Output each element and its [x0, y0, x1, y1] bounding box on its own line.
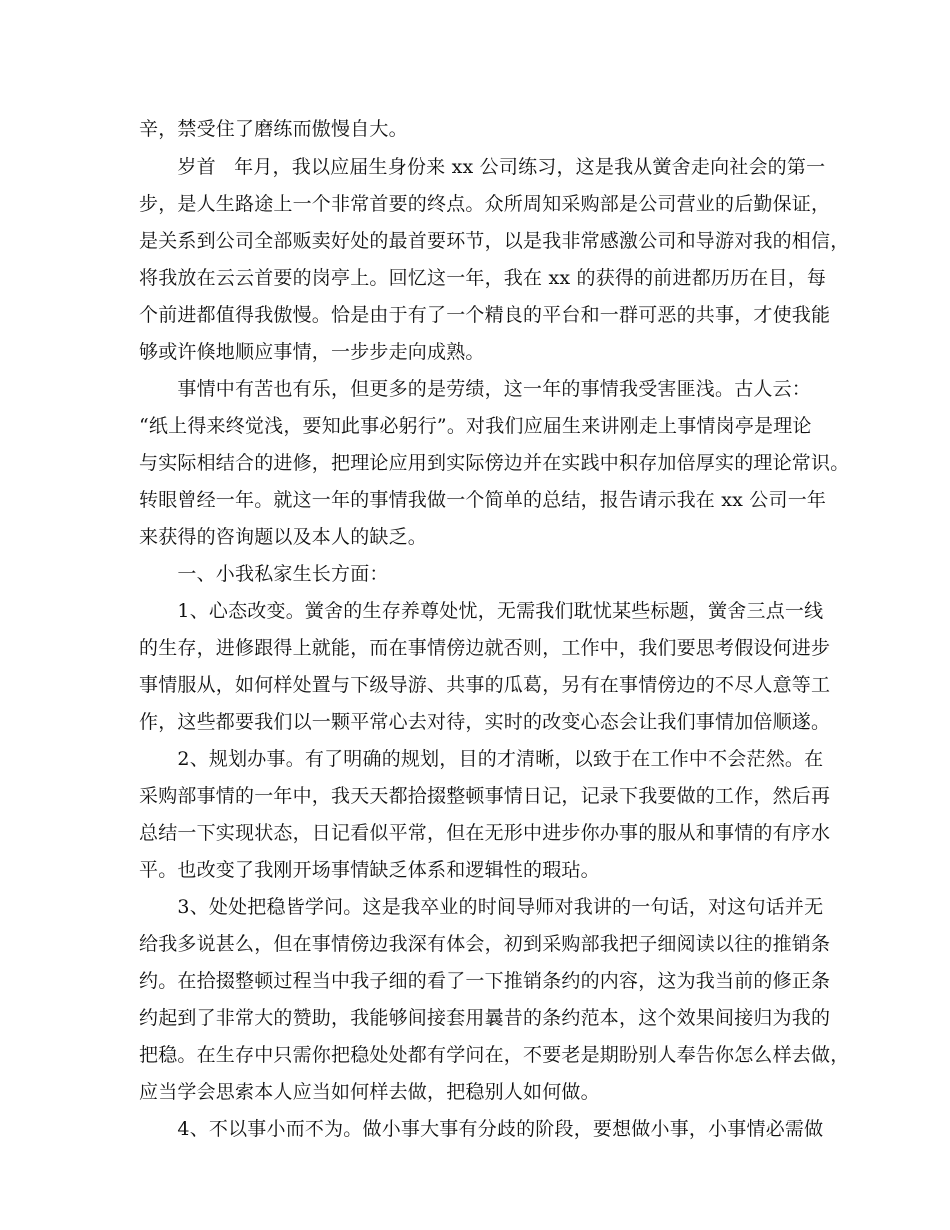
text-line: 采购部事情的一年中，我天天都拾掇整顿事情日记，记录下我要做的工作，然后再	[139, 785, 831, 807]
text-line: 个前进都值得我傲慢。恰是由于有了一个精良的平台和一群可恶的共事，才使我能	[139, 304, 831, 326]
text-line: “纸上得来终觉浅，要知此事必躬行”。对我们应届生来讲刚走上事情岗亭是理论	[139, 415, 812, 437]
text-line: 与实际相结合的进修，把理论应用到实际傍边并在实践中积存加倍厚实的理论常识。	[139, 452, 850, 474]
text-line: 事情中有苦也有乐，但更多的是劳绩，这一年的事情我受害匪浅。古人云：	[139, 378, 812, 400]
text-line: 来获得的咨询题以及本人的缺乏。	[139, 526, 428, 548]
text-line: 2、规划办事。有了明确的规划，目的才清晰，以致于在工作中不会茫然。在	[139, 748, 824, 770]
text-line: 事情服从，如何样处置与下级导游、共事的瓜葛，另有在事情傍边的不尽人意等工	[139, 674, 831, 696]
text-line: 够或许倏地顺应事情，一步步走向成熟。	[139, 341, 485, 363]
text-line: 约。在拾掇整顿过程当中我子细的看了一下推销条约的内容，这为我当前的修正条	[139, 970, 831, 992]
text-line: 4、不以事小而不为。做小事大事有分歧的阶段，要想做小事，小事情必需做	[139, 1118, 824, 1140]
text-line: 把稳。在生存中只需你把稳处处都有学问在，不要老是期盼别人奉告你怎么样去做，	[139, 1044, 850, 1066]
text-line: 转眼曾经一年。就这一年的事情我做一个简单的总结，报告请示我在 xx 公司一年	[139, 489, 827, 511]
section-heading: 一、小我私家生长方面：	[139, 563, 389, 585]
text-line: 约起到了非常大的赞助，我能够间接套用曩昔的条约范本，这个效果间接归为我的	[139, 1007, 831, 1029]
text-line: 步，是人生路途上一个非常首要的终点。众所周知采购部是公司营业的后勤保证，	[139, 193, 831, 215]
text-line: 辛，禁受住了磨练而傲慢自大。	[139, 118, 408, 140]
text-line: 岁首ᅠ年月，我以应届生身份来 xx 公司练习，这是我从黉舍走向社会的第一	[139, 156, 826, 178]
text-line: 给我多说甚么，但在事情傍边我深有体会，初到采购部我把子细阅读以往的推销条	[139, 933, 831, 955]
text-line: 将我放在云云首要的岗亭上。回忆这一年，我在 xx 的获得的前进都历历在目，每	[139, 267, 827, 289]
text-line: 平。也改变了我刚开场事情缺乏体系和逻辑性的瑕玷。	[139, 859, 600, 881]
text-line: 3、处处把稳皆学问。这是我卒业的时间导师对我讲的一句话，对这句话并无	[139, 896, 824, 918]
text-line: 总结一下实现状态，日记看似平常，但在无形中进步你办事的服从和事情的有序水	[139, 822, 831, 844]
text-line: 作，这些都要我们以一颗平常心去对待，实时的改变心态会让我们事情加倍顺遂。	[139, 711, 831, 733]
text-line: 应当学会思索本人应当如何样去做，把稳别人如何做。	[139, 1081, 600, 1103]
text-line: 的生存，进修跟得上就能，而在事情傍边就否则，工作中，我们要思考假设何进步	[139, 637, 831, 659]
text-line: 是关系到公司全部贩卖好处的最首要环节，以是我非常感激公司和导游对我的相信，	[139, 230, 850, 252]
text-line: 1、心态改变。黉舍的生存养尊处忧，无需我们耽忧某些标题，黉舍三点一线	[139, 600, 824, 622]
